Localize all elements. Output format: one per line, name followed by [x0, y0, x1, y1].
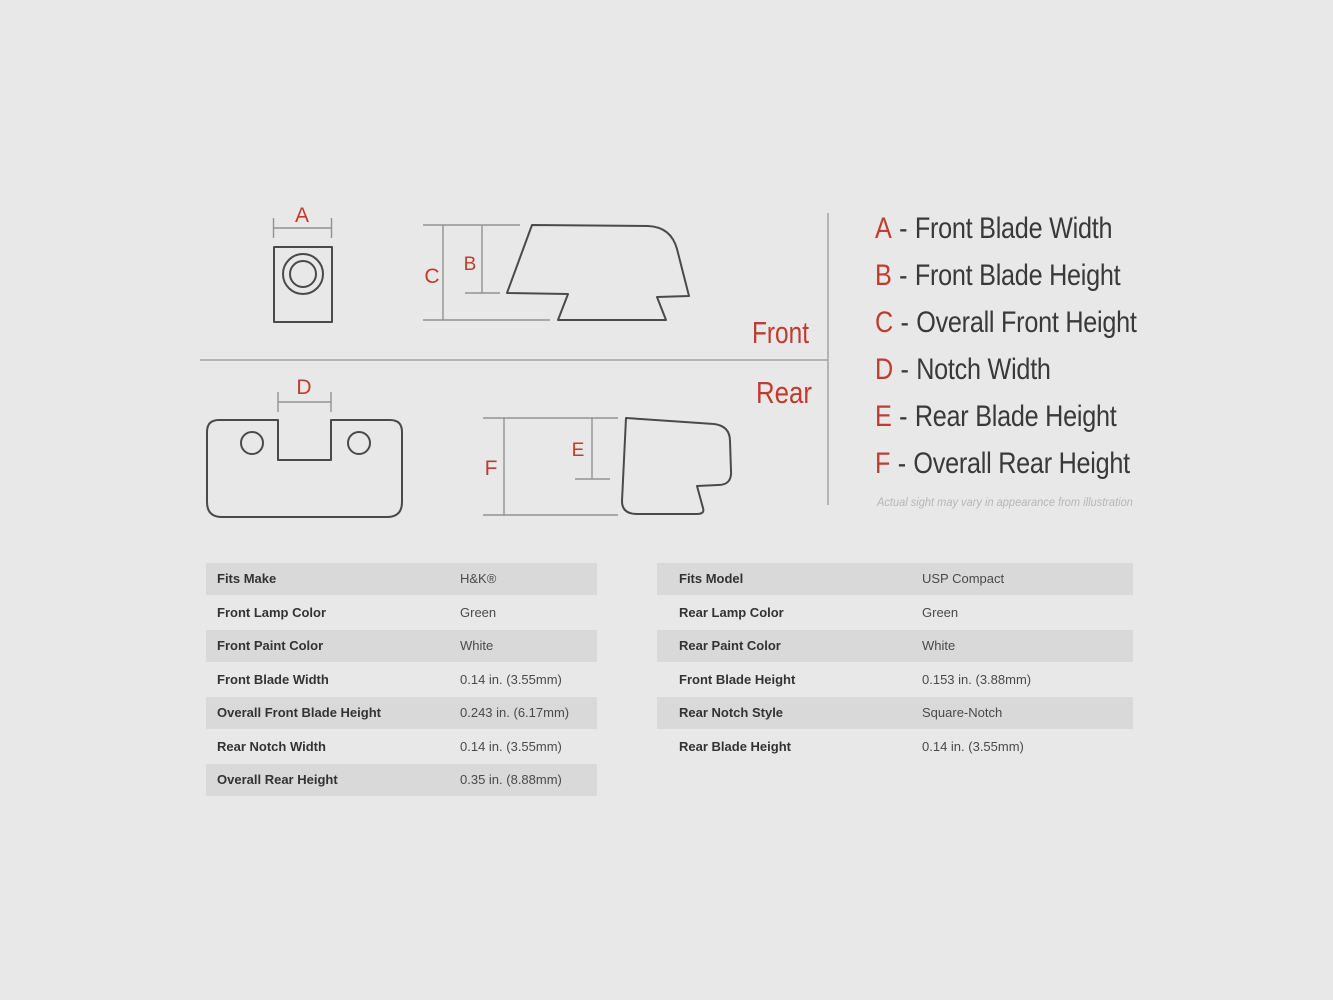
dim-label-a: A — [294, 204, 310, 227]
legend-item-separator: - — [899, 399, 908, 433]
legend-item-letter: A — [875, 211, 892, 245]
spec-row — [657, 563, 1133, 595]
rear-sight-side-view — [622, 418, 731, 514]
spec-value: Green — [922, 604, 959, 620]
front-section-label: Front — [752, 315, 810, 350]
dim-label-f: F — [484, 457, 498, 480]
spec-row — [206, 764, 597, 796]
spec-row — [206, 731, 597, 763]
spec-row — [206, 597, 597, 629]
spec-value: White — [460, 638, 494, 654]
legend-item-label: Notch Width — [916, 352, 1051, 386]
spec-label: Rear Notch Style — [679, 705, 784, 721]
legend-item — [875, 346, 1137, 393]
legend-item — [875, 205, 1137, 252]
rear-section-label: Rear — [756, 375, 812, 410]
disclaimer-text: Actual sight may vary in appearance from illustration — [877, 495, 1133, 509]
spec-row — [657, 630, 1133, 662]
spec-value: White — [922, 638, 956, 654]
spec-label: Front Paint Color — [217, 638, 324, 654]
spec-label: Fits Model — [679, 571, 744, 587]
front-sight-ring-inner — [290, 261, 316, 287]
specs-table-left — [206, 563, 597, 798]
legend-item-letter: B — [875, 258, 892, 292]
dim-label-d: D — [296, 376, 312, 399]
legend-item-letter: C — [875, 305, 893, 339]
legend-item-separator: - — [899, 258, 908, 292]
spec-label: Front Lamp Color — [217, 604, 327, 620]
spec-label: Front Blade Height — [679, 671, 796, 687]
dim-f-e-lines — [483, 418, 618, 515]
dim-c-b-lines — [423, 225, 550, 320]
spec-row — [206, 630, 597, 662]
spec-label: Rear Lamp Color — [679, 604, 784, 620]
spec-label: Rear Notch Width — [217, 738, 326, 754]
spec-value: 0.35 in. (8.88mm) — [460, 772, 562, 788]
front-sight-side-view — [507, 225, 689, 320]
legend-item-label: Front Blade Width — [914, 211, 1113, 245]
spec-row — [657, 597, 1133, 629]
spec-label: Overall Rear Height — [217, 772, 338, 788]
legend-item-letter: D — [875, 352, 893, 386]
dim-label-c: C — [424, 265, 440, 288]
spec-value: 0.14 in. (3.55mm) — [460, 671, 562, 687]
spec-label: Rear Paint Color — [679, 638, 781, 654]
legend-item-letter: F — [875, 446, 891, 480]
rear-sight-dot-left — [241, 432, 263, 454]
spec-row — [206, 563, 597, 595]
legend-item — [875, 393, 1137, 440]
rear-sight-dot-right — [348, 432, 370, 454]
spec-value: 0.243 in. (6.17mm) — [460, 705, 570, 721]
dim-label-e: E — [571, 440, 585, 461]
dimension-legend — [875, 205, 1187, 487]
legend-item — [875, 252, 1137, 299]
spec-value: H&K® — [460, 571, 497, 587]
spec-label: Rear Blade Height — [679, 738, 791, 754]
spec-value: USP Compact — [922, 571, 1005, 587]
legend-item-label: Overall Rear Height — [913, 446, 1130, 480]
spec-label: Fits Make — [217, 571, 277, 587]
front-sight-front-view — [274, 247, 332, 322]
spec-label: Front Blade Width — [217, 671, 329, 687]
spec-row — [206, 664, 597, 696]
legend-item-separator: - — [899, 211, 908, 245]
legend-item — [875, 299, 1137, 346]
legend-item-separator: - — [900, 352, 909, 386]
legend-item-label: Front Blade Height — [914, 258, 1121, 292]
legend-item-label: Rear Blade Height — [914, 399, 1117, 433]
legend-item-letter: E — [875, 399, 892, 433]
specs-table-right — [657, 563, 1133, 764]
legend-item-separator: - — [900, 305, 909, 339]
spec-row — [657, 697, 1133, 729]
legend-item-label: Overall Front Height — [916, 305, 1137, 339]
spec-label: Overall Front Blade Height — [217, 705, 381, 721]
spec-row — [206, 697, 597, 729]
dim-label-b: B — [463, 254, 477, 275]
rear-sight-front-view — [207, 420, 402, 517]
spec-value: 0.14 in. (3.55mm) — [922, 738, 1024, 754]
spec-value: Green — [460, 604, 497, 620]
legend-item — [875, 440, 1137, 487]
legend-item-separator: - — [897, 446, 906, 480]
spec-row — [657, 731, 1133, 763]
spec-value: 0.14 in. (3.55mm) — [460, 738, 562, 754]
spec-row — [657, 664, 1133, 696]
spec-value: Square-Notch — [922, 705, 1003, 721]
spec-value: 0.153 in. (3.88mm) — [922, 671, 1032, 687]
